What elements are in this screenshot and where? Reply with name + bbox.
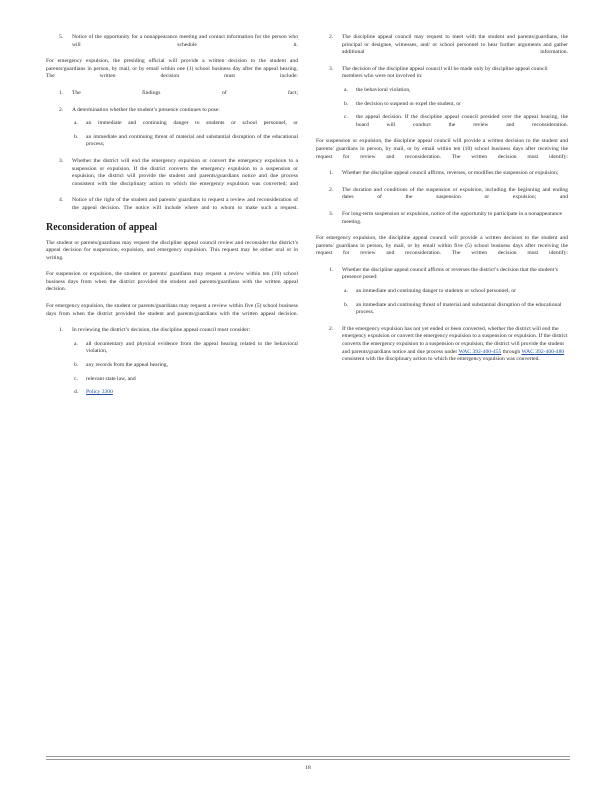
item-number: 2.	[329, 186, 334, 193]
sub-text: any records from the appeal hearing,	[86, 362, 169, 369]
sub-letter: b.	[344, 100, 349, 107]
sub-item	[342, 87, 568, 95]
item-text: Notice of the opportunity for a nonappearance meeting and contact information for the person who will schedule it.	[72, 34, 298, 48]
sub-item	[342, 302, 568, 317]
sub-item	[72, 362, 298, 370]
item-text: A determination whether the student’s presence continues to pose:	[72, 106, 220, 113]
sub-letter: b.	[74, 362, 79, 369]
sub-letter: b.	[74, 133, 79, 140]
sub-text: the behavioral violation,	[356, 86, 411, 93]
item-number: 3.	[329, 65, 334, 72]
item-text: The decision of the discipline appeal council will be made only by discipline appeal council members who were not involved in:	[342, 65, 548, 80]
sub-item	[72, 120, 298, 128]
sub-letter: d.	[74, 389, 79, 396]
sub-text: the decision to suspend or expel the student, or	[356, 100, 461, 107]
sub-letter: b.	[344, 301, 349, 308]
item-number: 4.	[59, 197, 64, 204]
sub-item	[342, 101, 568, 109]
sub-text: all documentary and physical evidence from the appeal hearing related to the behavioral violation,	[86, 340, 298, 355]
paragraph: For suspension or expulsion, the student or parents/ guardians may request a review within ten (10) school business days from when the district provided the student and parents/guardians with the written appeal decision.	[46, 271, 298, 293]
paragraph: For emergency expulsion, the student or parents/guardians may request a review within five (5) school business days from when the district provided the student and parents/guardians with the written appeal decision.	[46, 303, 298, 317]
item-text: For long-term suspension or expulsion, notice of the opportunity to participate in a nonappearance meeting.	[342, 210, 562, 225]
sub-letter: a.	[344, 86, 348, 93]
item-text: If the emergency expulsion has not yet ended or been converted, whether the district will end the emergency expulsion or convert the emergency expulsion to a suspension or expulsion. If the district converts the emergency expulsion to a suspension or expulsion, the district will provide the student and parents/guardians notice and due process under	[342, 325, 568, 355]
sub-text: the appeal decision. If the discipline appeal council presided over the appeal hearing, the board will conduct the review and reconsideration.	[356, 114, 568, 128]
item-text: The findings of fact;	[72, 89, 298, 96]
item-text: The discipline appeal council may request to meet with the student and parents/guardians, the principal or designee, witnesses, and/ or school personnel to hear further arguments and gather additional information.	[342, 34, 568, 56]
paragraph: For suspension or expulsion, the discipline appeal council will provide a written decision to the student and parents/ guardians in person, by mail, or by email within ten (10) school business days after receiving the request for review and reconsideration. The written decision must identify:	[316, 138, 568, 160]
footer-rule	[46, 756, 570, 757]
item-number: 3.	[59, 157, 64, 164]
policy-link[interactable]: Policy 3300	[86, 389, 113, 396]
sub-item	[72, 389, 298, 397]
item-number: 2.	[329, 34, 334, 40]
sub-item	[72, 341, 298, 356]
list-item	[316, 326, 568, 364]
sub-text: an immediate and continuing threat of material and substantial disruption of the educational process.	[356, 301, 562, 316]
item-number: 2.	[329, 325, 334, 332]
list-item	[46, 197, 298, 212]
list-item	[316, 187, 568, 202]
paragraph: The student or parents/guardians may request the discipline appeal council review and reconsider the district’s appeal decision for suspension, expulsion, and emergency expulsion. This request may be either oral or in writing.	[46, 239, 298, 261]
item-number: 1.	[59, 327, 64, 334]
list-item	[46, 158, 298, 188]
wac-link-455[interactable]: WAC 392-400-455	[458, 348, 502, 355]
list-item	[316, 211, 568, 226]
item-number: 5.	[59, 34, 64, 40]
sub-text: an immediate and continuing danger to students or school personnel, or	[356, 288, 516, 295]
item-text: Whether the district will end the emergency expulsion or convert the emergency expulsion to a suspension or expulsion. If the district converts the emergency expulsion to a suspension or expulsion, the district will provide the student and parents/guardians notice and due process consistent with the disciplinary action to which the emergency expulsion was converted; and	[72, 157, 298, 187]
item-text: Notice of the right of the student and parents/ guardians to request a review and reconsideration of the appeal decision. The notice will include where and to whom to make such a request.	[72, 197, 298, 211]
sub-item	[342, 288, 568, 296]
item-text: Whether the discipline appeal council affirms, reverses, or modifies the suspension or expulsion;	[342, 170, 559, 177]
list-item	[316, 66, 568, 130]
sub-letter: c.	[344, 114, 348, 121]
sub-text: an immediate and continuing danger to students or school personnel, or	[86, 120, 298, 127]
left-column	[46, 34, 298, 406]
item-text: In reviewing the district’s decision, the discipline appeal council must consider:	[72, 327, 251, 334]
item-number: 1.	[59, 89, 64, 96]
sub-letter: a.	[74, 340, 78, 347]
list-item	[46, 327, 298, 397]
paragraph: For emergency expulsion, the discipline appeal council will provide a written decision to the student and parents/ guardians in person, by mail, or by email within five (5) school business days after receiving the request for review and reconsideration. The written decision must identify:	[316, 235, 568, 257]
emergency-intro: For emergency expulsion, the presiding official will provide a written decision to the student and parents/guardians in person, by mail, or by email within one (1) school business day after the appeal hearing. The written decision must include:	[46, 58, 298, 80]
item-text-mid: through	[502, 348, 521, 355]
right-column	[316, 34, 568, 373]
item-number: 1.	[329, 266, 334, 273]
sub-item	[72, 134, 298, 149]
sub-text: relevant state law, and	[86, 375, 136, 382]
sub-letter: c.	[74, 375, 78, 382]
sub-letter: a.	[344, 288, 348, 295]
item-text: Whether the discipline appeal council affirms or reverses the district’s decision that the student’s presence posed:	[342, 266, 558, 281]
list-item	[316, 267, 568, 317]
wac-link-480[interactable]: WAC 392-400-480	[521, 348, 565, 355]
page-number: 18	[305, 765, 311, 771]
section-heading: Reconsideration of appeal	[46, 221, 158, 233]
list-item	[46, 90, 298, 98]
footer-rule	[46, 759, 570, 760]
sub-item	[72, 376, 298, 384]
sub-text: an immediate and continuing threat of material and substantial disruption of the educational process;	[86, 133, 298, 148]
item-text-post: consistent with the disciplinary action to which the emergency expulsion was converted.	[342, 356, 540, 363]
sub-item	[342, 114, 568, 129]
item-number: 2.	[59, 106, 64, 113]
list-item	[46, 107, 298, 149]
item-text: The duration and conditions of the suspension or expulsion, including the beginning and ending dates of the suspension or expulsion; and	[342, 186, 568, 201]
item-number: 3.	[329, 210, 334, 217]
list-item	[316, 170, 568, 178]
list-item	[316, 34, 568, 57]
list-item	[46, 34, 298, 49]
item-number: 1.	[329, 170, 334, 177]
sub-letter: a.	[74, 120, 78, 127]
